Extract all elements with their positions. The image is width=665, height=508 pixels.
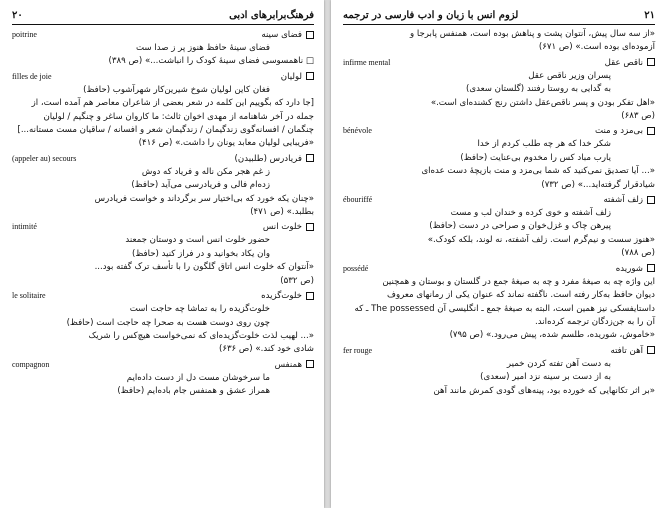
verse-line: یارب مباد کس را مخدوم بی‌عنایت (حافظ) [460,152,611,163]
verse-line: به از دست بر سینه نزد امیر (سعدی) [480,372,611,383]
verse-line: پسران وزیر ناقص عقل [528,70,611,81]
verse-line: شکر خدا که هر چه طلب کردم از خدا [477,139,611,150]
foreign-headword: infirme mental [343,57,391,67]
right-page [331,0,665,508]
foreign-headword: filles de joie [12,71,52,81]
prose-line: (ص ۷۸۸) [621,248,655,259]
entry-bullet-square [647,58,655,66]
prose-line: داستایفسکی نیز همین است، البته به صیغهٔ جمع ـ انگلیسی آن The possessed ـ که [354,303,655,314]
dictionary-entry [12,152,314,220]
persian-term [343,344,655,358]
left-page-number: ۲۰ [12,9,23,21]
prose-line: (ص ۶۸۳) [621,111,655,122]
prose-line: «... لهیب لذت خلوت‌گزیده‌ای که نمی‌خواست هیچ‌کس را شریک [88,330,314,341]
persian-term-text: فضای سینه [261,30,302,40]
foreign-headword: ébouriffé [343,195,373,205]
prose-line: «... آیا تصدیق نمی‌کنید که شما بی‌مزد و منت بازیچهٔ دست عده‌ای [421,166,655,177]
verse-line: همراز عشق و همنفس جام باده‌ایم (حافظ) [117,386,270,397]
left-page [0,0,324,508]
verse-line: حضور خلوت انس است و دوستان جمعند [125,235,270,246]
verse-line: خلوت‌گزیده را به تماشا چه حاجت است [129,304,270,315]
prose-line: «خاموش، شوریده، طلسم شده، پیش می‌رود.» (ص ۷۹۵) [449,330,655,341]
entry-bullet-square [647,127,655,135]
persian-term [343,124,655,138]
persian-term-text: فریادرس (طلبیدن) [234,153,302,164]
persian-term [12,358,314,372]
dictionary-entry [12,70,314,151]
dictionary-entry [343,124,655,192]
prose-line: «از سه سال پیش، آنتوان پشت و پناهش بوده است، همنفس پابرجا و [410,29,655,39]
right-page-header [343,8,655,25]
prose-line: «فریبایی لولیان معابد یونان را داشت.» (ص ۴۱۶) [138,138,314,149]
persian-term-text: شوریده [615,263,643,274]
persian-term [12,28,314,42]
persian-term-text: ناقص عقل [604,57,643,68]
dictionary-entry [12,358,314,399]
prose-line: «هنوز سست و نیم‌گرم است. زلف آشفته، نه لوند، بلکه کودک.» [427,234,655,245]
persian-term-text: همنفس [274,359,302,370]
right-page-content [343,28,655,398]
prose-line: این واژه چه به صیغهٔ مفرد و چه به صیغهٔ جمع در گلستان و بوستان و همچنین [382,276,655,287]
prose-line: چنگمان / افسانه‌گوی زندگیمان / زندگیمان شعر و افسانه / ساقیان مست مستانه...] [17,125,314,136]
persian-term-text: لولیان [280,71,302,82]
verse-line: ز غم هجر مکن ناله و فریاد که دوش [141,166,270,177]
left-page-header [12,8,314,25]
persian-term-text: زلف آشفته [603,195,643,206]
prose-line: «بر اثر تکانهایی که خورده بود، پینه‌های گودی کمرش مانند آهن [433,385,655,396]
left-page-content [12,28,314,399]
foreign-headword: fer rouge [343,345,373,355]
verse-line: زلف آشفته و خوی کرده و خندان لب و مست [450,208,611,219]
dictionary-entry [343,28,655,55]
left-running-title: فرهنگ‌برابرهای ادبی [229,9,314,21]
dictionary-entry [12,220,314,288]
persian-term [12,70,314,84]
prose-line: آزموده‌ای بوده است.» (ص ۶۷۱) [538,42,655,53]
verse-line: چون روی دوست هست به صحرا چه حاجت است (حافظ) [66,317,270,328]
entry-bullet-square [647,346,655,354]
entry-bullet-square [306,72,314,80]
entry-bullet-square [647,264,655,272]
prose-line: (ص ۵۳۲) [280,275,314,286]
prose-line: «چنان یکه خورد که بی‌اختیار سر برگرداند و خواست فریادرس [94,193,314,204]
entry-bullet-square [306,292,314,300]
persian-term-text: خلوت انس [262,222,302,233]
prose-line: «اهل تفکر بودن و پسر ناقص‌عقل داشتن رنج کشنده‌ای است.» [430,97,655,108]
entry-bullet-square [306,31,314,39]
persian-term-text: خلوت‌گزیده [261,291,302,302]
verse-line: به دست آهن تفته کردن خمیر [506,358,611,369]
right-page-number: ۲۱ [644,9,655,21]
verse-line: زده‌ام فالی و فریادرسی می‌آید (حافظ) [131,180,270,191]
prose-line: «آنتوان که خلوت انس اتاق گلگون را با تأسف ترک گفته بود... [94,262,314,273]
prose-line: [جا دارد که بگوییم این کلمه در شعر بعضی از شاعران معاصر هم آمده است، از [31,98,314,109]
dictionary-entry [343,56,655,124]
verse-line: وان یکاد بخوانید و در فراز کنید (حافظ) [131,248,270,259]
persian-term-text: آهن تافته [610,345,643,356]
verse-line: فضای سینهٔ حافظ هنوز پر ز صدا ست [135,43,270,53]
prose-line: دیوان حافظ به‌کار رفته است. ناگفته نماند که عنوان یکی از رمانهای معروف [387,290,655,301]
foreign-headword: le solitaire [12,291,46,301]
foreign-headword: bénévole [343,126,372,136]
prose-line: شادی خود کند.» (ص ۶۳۶) [218,344,314,355]
prose-line: بطلبد.» (ص ۴۷۱) [250,207,314,218]
dictionary-entry [343,262,655,343]
prose-line: آن را به جن‌زدگان ترجمه کرده‌اند. [535,316,655,327]
prose-line: □ ناهمسوسی فضای سینهٔ کودک را انباشت...» (ص ۳۸۹) [108,56,314,67]
dictionary-entry [343,344,655,398]
foreign-headword: (appeler au) secours [12,153,77,163]
entry-bullet-square [306,154,314,162]
persian-term [343,193,655,207]
persian-term-text: بی‌مزد و منت [595,126,643,137]
foreign-headword: compagnon [12,359,50,369]
persian-term [343,262,655,276]
right-running-title: لزوم انس با زبان و ادب فارسی در ترجمه [343,9,519,21]
prose-line: جمله در آخر شاهنامه از مهدی اخوان ثالث: ما کاروان ساغر و چنگیم / لولیان [43,111,314,122]
foreign-headword: poitrine [12,30,37,39]
verse-line: ما سرخوشان مست دل از دست داده‌ایم [126,372,270,383]
verse-line: پیرهن چاک و غزل‌خوان و صراحی در دست (حافظ) [429,221,611,232]
dictionary-entry [12,289,314,357]
foreign-headword: intimité [12,222,37,232]
prose-line: شیادقرار گرفته‌اید...» (ص ۷۳۲) [541,179,655,190]
dictionary-entry [343,193,655,261]
persian-term [12,220,314,234]
entry-bullet-square [647,196,655,204]
entry-bullet-square [306,223,314,231]
verse-line: به گدایی به روستا رفتند (گلستان سعدی) [465,84,611,95]
entry-bullet-square [306,360,314,368]
foreign-headword: possédé [343,263,369,273]
persian-term [12,289,314,303]
verse-line: فغان کاین لولیان شوخ شیرین‌کار شهرآشوب (حافظ) [83,84,270,95]
dictionary-entry [12,28,314,69]
